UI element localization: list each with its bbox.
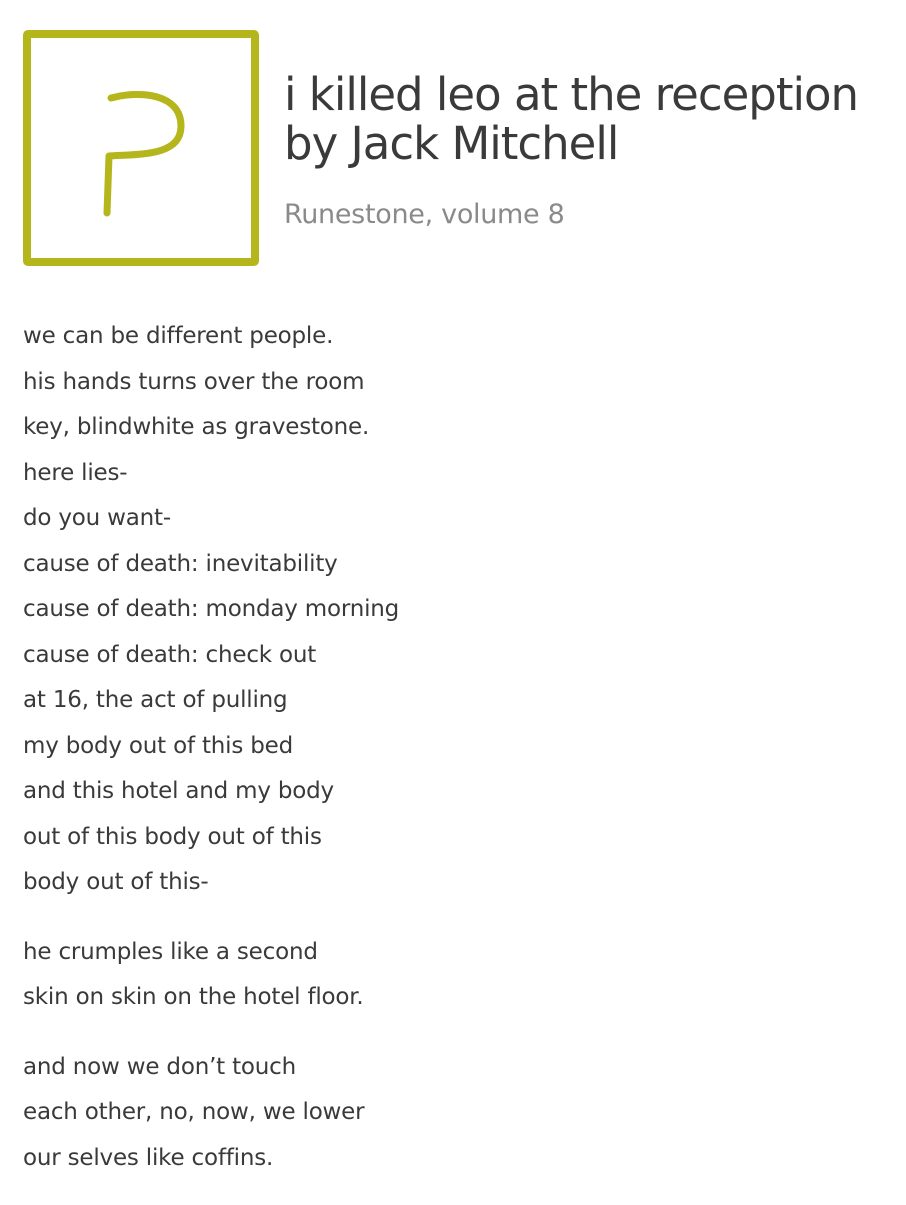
stanza-2 xyxy=(23,930,883,1021)
poem-line: here lies- xyxy=(23,459,128,486)
poem-line: cause of death: monday morning xyxy=(23,596,400,622)
poem-line: his hands turns over the room xyxy=(23,368,365,395)
poem-line: out of this body out of this xyxy=(23,823,322,850)
poem-line: cause of death: check out xyxy=(23,641,317,668)
poem-line: body out of this- xyxy=(23,869,209,895)
journal-logo xyxy=(23,30,259,266)
poem-line: our selves like coffins. xyxy=(23,1144,274,1171)
poem-line: skin on skin on the hotel floor. xyxy=(23,984,364,1010)
poem-line: at 16, the act of pulling xyxy=(23,687,288,713)
poem-line: and now we don’t touch xyxy=(23,1053,297,1080)
poem-body xyxy=(23,314,883,1205)
poem-title: i killed leo at the reception xyxy=(284,68,859,121)
poem-header xyxy=(284,70,906,232)
letter-p-icon xyxy=(31,38,251,258)
poem-line: he crumples like a second xyxy=(23,938,318,965)
stanza-1 xyxy=(23,314,883,906)
poem-line: do you want- xyxy=(23,505,171,531)
poem-line: my body out of this bed xyxy=(23,732,294,759)
poem-line: cause of death: inevitability xyxy=(23,550,338,577)
poem-byline: by Jack Mitchell xyxy=(284,117,619,170)
poem-line: key, blindwhite as gravestone. xyxy=(23,414,370,440)
stanza-3 xyxy=(23,1045,883,1182)
publication-label: Runestone, volume 8 xyxy=(284,199,565,230)
poem-line: each other, no, now, we lower xyxy=(23,1099,365,1125)
poem-line: we can be different people. xyxy=(23,323,334,349)
poem-line: and this hotel and my body xyxy=(23,778,334,804)
